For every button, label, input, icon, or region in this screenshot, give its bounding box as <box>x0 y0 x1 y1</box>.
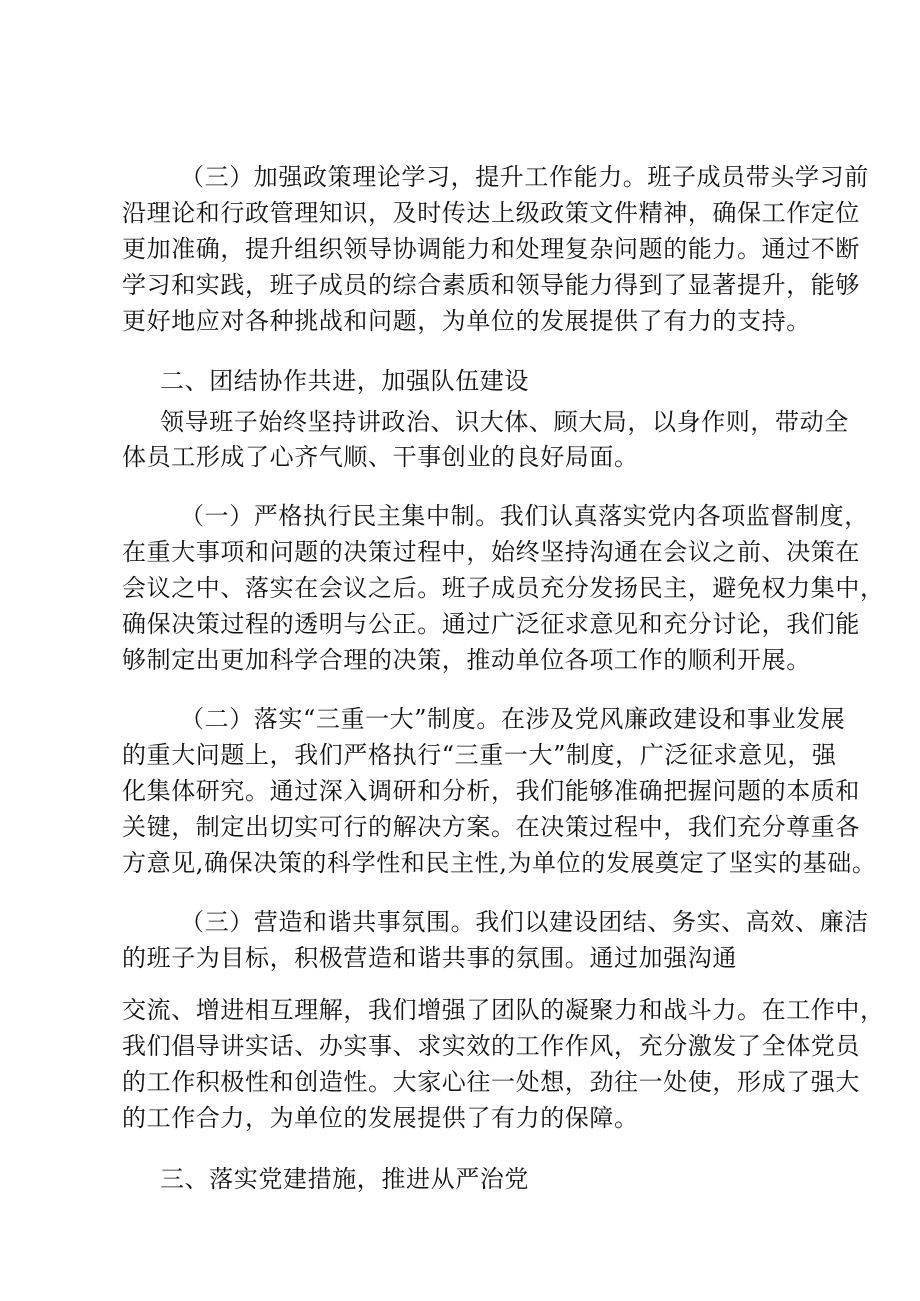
paragraph-line: 够制定出更加科学合理的决策，推动单位各项工作的顺利开展。 <box>122 646 811 674</box>
paragraph-line: （三）营造和谐共事氛围。我们以建设团结、务实、高效、廉洁 <box>180 908 869 936</box>
paragraph-line: 化集体研究。通过深入调研和分析，我们能够准确把握问题的本质和 <box>122 777 860 805</box>
paragraph-line: 的重大问题上，我们严格执行“三重一大”制度，广泛征求意见，强 <box>122 741 837 769</box>
paragraph-line: 我们倡导讲实话、办实事、求实效的工作作风，充分激发了全体党员 <box>122 1032 860 1060</box>
paragraph-line: 交流、增进相互理解，我们增强了团队的凝聚力和战斗力。在工作中， <box>122 996 885 1024</box>
paragraph-line: 体员工形成了心齐气顺、干事创业的良好局面。 <box>122 443 639 471</box>
section-heading: 三、落实党建措施，推进从严治党 <box>160 1165 529 1193</box>
paragraph-line: （二）落实“三重一大”制度。在涉及党风廉政建设和事业发展 <box>180 705 846 733</box>
paragraph-line: 的工作积极性和创造性。大家心往一处想，劲往一处使，形成了强大 <box>122 1068 860 1096</box>
paragraph-line: 更好地应对各种挑战和问题，为单位的发展提供了有力的支持。 <box>122 307 811 335</box>
paragraph-line: 学习和实践，班子成员的综合素质和领导能力得到了显著提升，能够 <box>122 271 860 299</box>
paragraph-line: （三）加强政策理论学习，提升工作能力。班子成员带头学习前 <box>180 163 869 191</box>
section-heading: 二、团结协作共进，加强队伍建设 <box>160 367 529 395</box>
paragraph-line: 方意见,确保决策的科学性和民主性,为单位的发展奠定了坚实的基础。 <box>122 849 877 877</box>
paragraph-line: 会议之中、落实在会议之后。班子成员充分发扬民主，避免权力集中， <box>122 574 885 602</box>
paragraph-line: 的工作合力，为单位的发展提供了有力的保障。 <box>122 1104 639 1132</box>
paragraph-line: 领导班子始终坚持讲政治、识大体、顾大局，以身作则，带动全 <box>160 408 849 436</box>
paragraph-line: 关键，制定出切实可行的解决方案。在决策过程中，我们充分尊重各 <box>122 813 860 841</box>
paragraph-line: 沿理论和行政管理知识，及时传达上级政策文件精神，确保工作定位 <box>122 199 860 227</box>
paragraph-line: 更加准确，提升组织领导协调能力和处理复杂问题的能力。通过不断 <box>122 235 860 263</box>
paragraph-line: （一）严格执行民主集中制。我们认真落实党内各项监督制度， <box>180 502 869 530</box>
paragraph-line: 确保决策过程的透明与公正。通过广泛征求意见和充分讨论，我们能 <box>122 610 860 638</box>
paragraph-line: 在重大事项和问题的决策过程中，始终坚持沟通在会议之前、决策在 <box>122 538 860 566</box>
paragraph-line: 的班子为目标，积极营造和谐共事的氛围。通过加强沟通 <box>122 944 737 972</box>
